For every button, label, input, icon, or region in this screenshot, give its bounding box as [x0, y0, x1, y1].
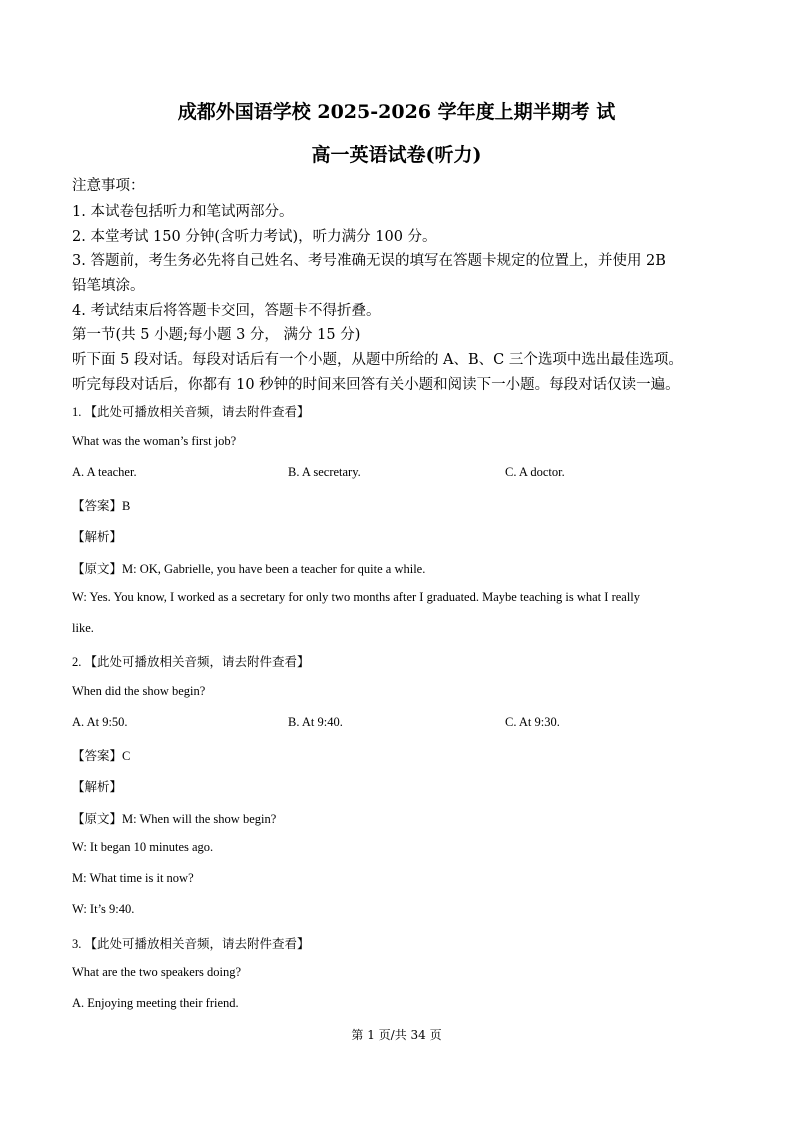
question-2-option-a: A. At 9:50. — [72, 715, 128, 729]
notice-item-4: 4. 考试结束后将答题卡交回，答题卡不得折叠。 — [72, 303, 381, 319]
page-number: 第 1 页/共 34 页 — [351, 1028, 442, 1042]
question-3-option-a: A. Enjoying meeting their friend. — [72, 996, 239, 1010]
question-1-option-b: B. A secretary. — [288, 465, 361, 479]
page-subtitle: 高一英语试卷(听力) — [311, 144, 482, 166]
question-1-header: 1. 【此处可播放相关音频，请去附件查看】 — [72, 405, 310, 419]
question-2-transcript-1: 【原文】M: When will the show begin? — [72, 812, 277, 826]
question-2-stem: When did the show begin? — [72, 684, 206, 698]
notice-item-2: 2. 本堂考试 150 分钟(含听力考试)，听力满分 100 分。 — [72, 229, 437, 245]
question-2-transcript-3: M: What time is it now? — [72, 871, 194, 885]
page-title: 成都外国语学校 2025-2026 学年度上期半期考 试 — [177, 101, 616, 123]
section-instruction-2: 听完每段对话后，你都有 10 秒钟的时间来回答有关小题和阅读下一小题。每段对话仅读一遍。 — [72, 377, 680, 393]
question-1-answer: 【答案】B — [72, 499, 131, 513]
question-1-option-c: C. A doctor. — [505, 465, 565, 479]
question-1-transcript-2: W: Yes. You know, I worked as a secretary for only two months after I graduated. Maybe teaching is what I really — [72, 590, 641, 604]
question-2-analysis: 【解析】 — [72, 780, 123, 794]
notice-item-3-cont: 铅笔填涂。 — [72, 278, 145, 294]
notice-item-3: 3. 答题前，考生务必先将自己姓名、考号准确无误的填写在答题卡规定的位置上，并使用 2B — [72, 253, 666, 269]
question-2-option-c: C. At 9:30. — [505, 715, 560, 729]
question-2-option-b: B. At 9:40. — [288, 715, 343, 729]
question-2-header: 2. 【此处可播放相关音频，请去附件查看】 — [72, 655, 310, 669]
question-1-analysis: 【解析】 — [72, 530, 123, 544]
question-2-transcript-4: W: It’s 9:40. — [72, 902, 135, 916]
notice-item-1: 1. 本试卷包括听力和笔试两部分。 — [72, 204, 294, 220]
question-1-transcript-1: 【原文】M: OK, Gabrielle, you have been a teacher for quite a while. — [72, 562, 426, 576]
question-2-transcript-2: W: It began 10 minutes ago. — [72, 840, 214, 854]
notice-heading: 注意事项： — [72, 178, 145, 194]
question-1-transcript-3: like. — [72, 621, 94, 635]
question-2-answer: 【答案】C — [72, 749, 131, 763]
question-3-header: 3. 【此处可播放相关音频，请去附件查看】 — [72, 937, 310, 951]
section-heading: 第一节(共 5 小题;每小题 3 分， 满分 15 分) — [72, 327, 361, 343]
question-1-stem: What was the woman’s first job? — [72, 434, 237, 448]
section-instruction-1: 听下面 5 段对话。每段对话后有一个小题，从题中所给的 A、B、C 三个选项中选出最佳选项。 — [72, 352, 683, 368]
question-3-stem: What are the two speakers doing? — [72, 965, 242, 979]
question-1-option-a: A. A teacher. — [72, 465, 137, 479]
